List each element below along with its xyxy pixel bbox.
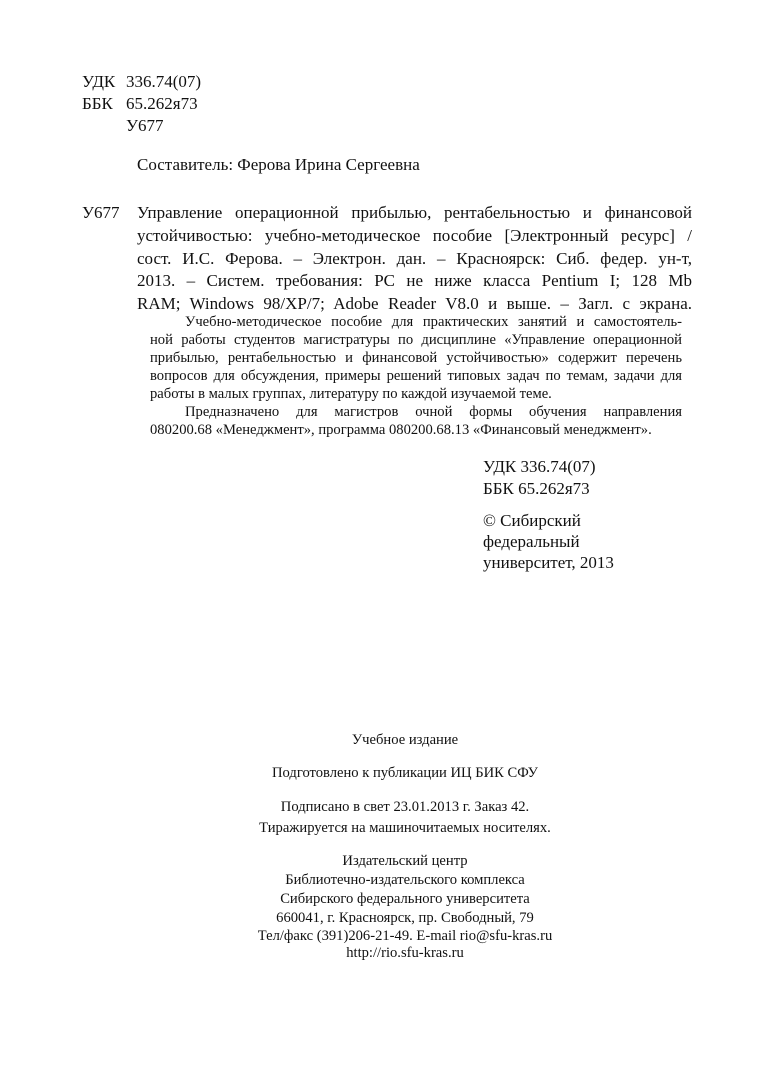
copyright-line: © Сибирский <box>483 511 581 530</box>
abstract-line: Предназначено для магистров очной формы обучения направления <box>185 404 682 420</box>
signed-info: Подписано в свет 23.01.2013 г. Заказ 42. <box>280 799 530 815</box>
abstract-line: 080200.68 «Менеджмент», программа 080200.68.13 «Финансовый менеджмент». <box>150 422 652 438</box>
abstract-line: вопросов для обсуждения, примеры решений типовых задач по темам, задачи для <box>150 368 682 384</box>
bbk-label: ББК <box>82 94 113 113</box>
abstract-line: прибылью, рентабельностью и финансовой устойчивостью» содержит перечень <box>150 350 682 366</box>
copyright-line: университет, 2013 <box>483 553 614 572</box>
publisher-line: Библиотечно-издательского комплекса <box>285 872 525 888</box>
bib-line: 2013. – Систем. требования: PC не ниже класса Pentium I; 128 Mb <box>137 271 692 291</box>
publisher-contacts: Тел/факс (391)206-21-49. E-mail rio@sfu-kras.ru <box>257 928 553 944</box>
abstract-line: ной работы студентов магистратуры по дисциплине «Управление операционной <box>150 332 682 348</box>
udk-code: УДК 336.74(07) <box>483 457 596 476</box>
bib-sign: У677 <box>82 203 120 222</box>
copyright-line: федеральный <box>483 532 580 551</box>
udk-value: 336.74(07) <box>126 72 202 91</box>
publisher-website: http://rio.sfu-kras.ru <box>346 945 464 961</box>
bib-line: RAM; Windows 98/XP/7; Adobe Reader V8.0 и выше. – Загл. с экрана. <box>137 294 692 314</box>
compiler: Составитель: Ферова Ирина Сергеевна <box>137 155 420 174</box>
author-sign: У677 <box>126 116 164 135</box>
bbk-code: ББК 65.262я73 <box>483 479 590 498</box>
abstract-line: работы в малых группах, литературу по каждой изучаемой теме. <box>150 386 552 402</box>
abstract-line: Учебно-методическое пособие для практических занятий и самостоятель- <box>185 314 682 330</box>
edition-type: Учебное издание <box>351 732 459 748</box>
prepared-by: Подготовлено к публикации ИЦ БИК СФУ <box>271 765 538 781</box>
publisher-line: Издательский центр <box>342 853 468 869</box>
bbk-value: 65.262я73 <box>126 94 198 113</box>
bib-line: устойчивостью: учебно-методическое пособие [Электронный ресурс] / <box>137 225 692 245</box>
abstract <box>150 313 682 439</box>
bib-line: сост. И.С. Ферова. – Электрон. дан. – Красноярск: Сиб. федер. ун-т, <box>137 248 692 268</box>
udk-label: УДК <box>82 72 116 91</box>
publisher-address: 660041, г. Красноярск, пр. Свободный, 79 <box>276 910 534 926</box>
replication-info: Тиражируется на машиночитаемых носителях. <box>259 820 551 836</box>
publisher-line: Сибирского федерального университета <box>280 891 530 907</box>
bib-line: Управление операционной прибылью, рентабельностью и финансовой <box>137 203 692 222</box>
